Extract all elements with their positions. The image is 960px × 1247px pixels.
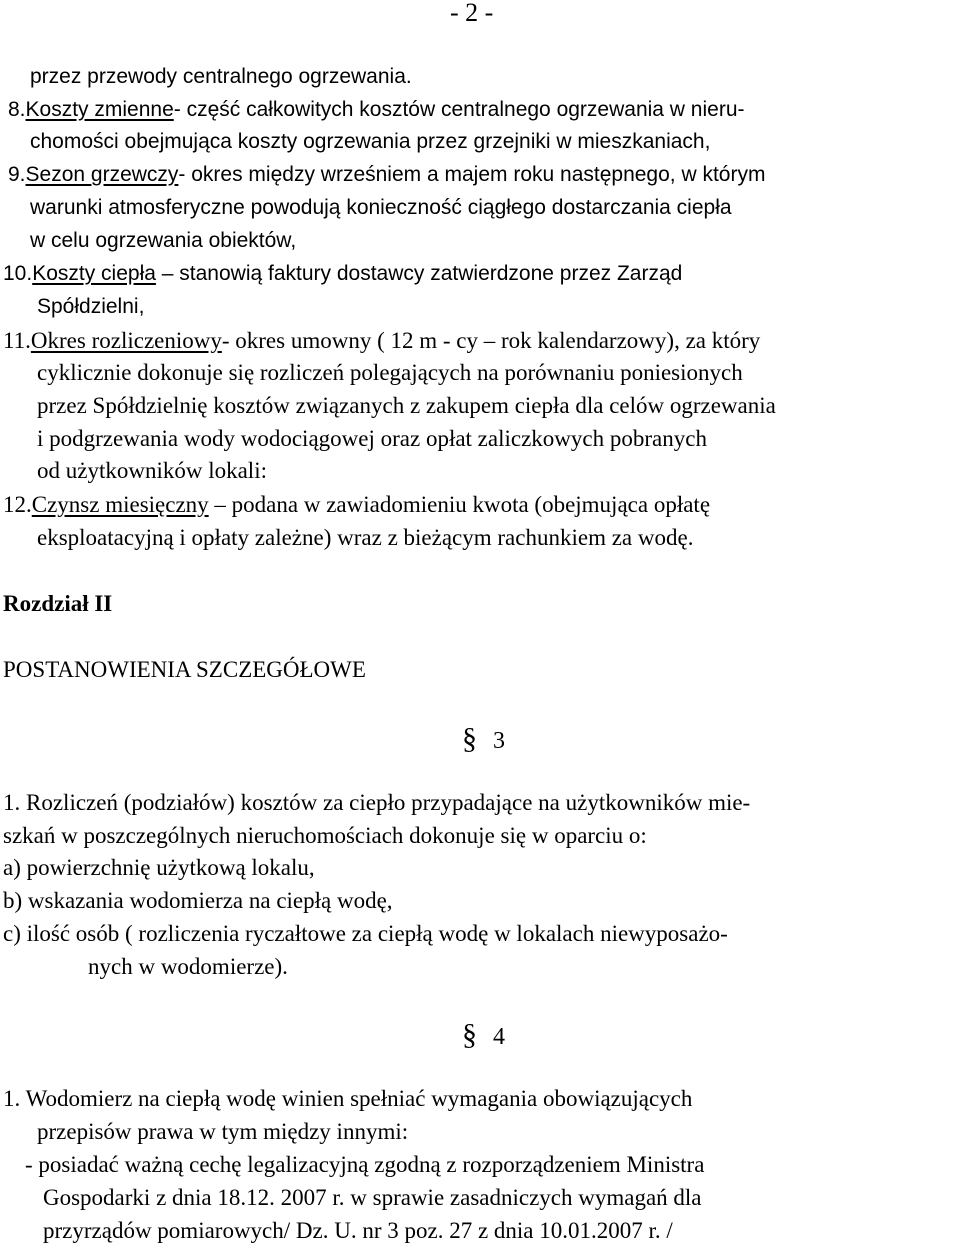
- definition-item-11: [3, 326, 760, 356]
- definition-text: – stanowią faktury dostawcy zatwierdzone przez Zarząd: [155, 262, 683, 285]
- defined-term: Koszty ciepła: [32, 262, 156, 285]
- list-item: - posiadać ważną cechę legalizacyjną zgodną z rozporządzeniem Ministra: [25, 1152, 705, 1177]
- text-line: cyklicznie dokonuje się rozliczeń polegających na porównaniu poniesionych: [37, 360, 743, 385]
- text-line: eksploatacyjną i opłaty zależne) wraz z bieżącym rachunkiem za wodę.: [37, 525, 694, 550]
- text-line: Spółdzielni,: [37, 295, 145, 318]
- definition-item-8: [8, 95, 745, 125]
- item-number: 10.: [3, 262, 33, 285]
- section-sign-icon: §: [462, 1018, 477, 1051]
- definition-text: – podana w zawiadomieniu kwota (obejmująca opłatę: [208, 492, 711, 517]
- definition-text: - część całkowitych kosztów centralnego ogrzewania w nieru-: [173, 98, 745, 121]
- text-line: nych w wodomierze).: [88, 954, 288, 979]
- text-line: 1. Rozliczeń (podziałów) kosztów za ciepło przypadające na użytkowników mie-: [3, 790, 751, 815]
- page-number: - 2 -: [450, 0, 494, 27]
- list-item: c) ilość osób ( rozliczenia ryczałtowe za ciepłą wodę w lokalach niewyposażo-: [3, 921, 728, 946]
- chapter-title: Rozdział II: [3, 591, 113, 616]
- item-number: 9.: [8, 163, 26, 186]
- text-line: szkań w poszczególnych nieruchomościach dokonuje się w oparciu o:: [3, 823, 647, 848]
- list-item: b) wskazania wodomierza na ciepłą wodę,: [3, 888, 393, 913]
- paragraph-number: 4: [493, 1024, 505, 1050]
- text-line: i podgrzewania wody wodociągowej oraz opłat zaliczkowych pobranych: [37, 426, 707, 451]
- definition-text: - okres między wrześniem a majem roku następnego, w którym: [178, 163, 766, 186]
- defined-term: Czynsz miesięczny: [31, 492, 209, 517]
- definition-item-9: [8, 160, 765, 190]
- defined-term: Sezon grzewczy: [25, 163, 179, 186]
- paragraph-4-heading: [462, 1020, 505, 1052]
- item-number: 11.: [3, 328, 31, 353]
- item-number: 8.: [8, 98, 26, 121]
- text-line: 1. Wodomierz na ciepłą wodę winien spełniać wymagania obowiązujących: [3, 1086, 693, 1111]
- text-line: warunki atmosferyczne powodują konieczność ciągłego dostarczania ciepła: [30, 196, 732, 219]
- text-line: przez Spółdzielnię kosztów związanych z zakupem ciepła dla celów ogrzewania: [37, 393, 776, 418]
- section-sign-icon: §: [462, 722, 477, 755]
- item-number: 12.: [3, 492, 32, 517]
- text-line: przepisów prawa w tym między innymi:: [37, 1119, 409, 1144]
- text-line: przyrządów pomiarowych/ Dz. U. nr 3 poz. 27 z dnia 10.01.2007 r. /: [43, 1218, 673, 1243]
- text-line: Gospodarki z dnia 18.12. 2007 r. w sprawie zasadniczych wymagań dla: [43, 1185, 702, 1210]
- list-item: a) powierzchnię użytkową lokalu,: [3, 855, 315, 880]
- paragraph-number: 3: [493, 728, 505, 754]
- paragraph-3-heading: [462, 724, 505, 756]
- definition-text: - okres umowny ( 12 m - cy – rok kalendarzowy), za który: [221, 328, 761, 353]
- chapter-subtitle: POSTANOWIENIA SZCZEGÓŁOWE: [3, 657, 366, 682]
- text-line: w celu ogrzewania obiektów,: [30, 229, 297, 252]
- text-line: od użytkowników lokali:: [37, 458, 267, 483]
- text-line: przez przewody centralnego ogrzewania.: [30, 65, 412, 88]
- definition-item-12: [3, 490, 710, 520]
- defined-term: Koszty zmienne: [25, 98, 174, 121]
- definition-item-10: [3, 259, 682, 289]
- text-line: chomości obejmująca koszty ogrzewania przez grzejniki w mieszkaniach,: [30, 130, 711, 153]
- defined-term: Okres rozliczeniowy: [30, 328, 222, 353]
